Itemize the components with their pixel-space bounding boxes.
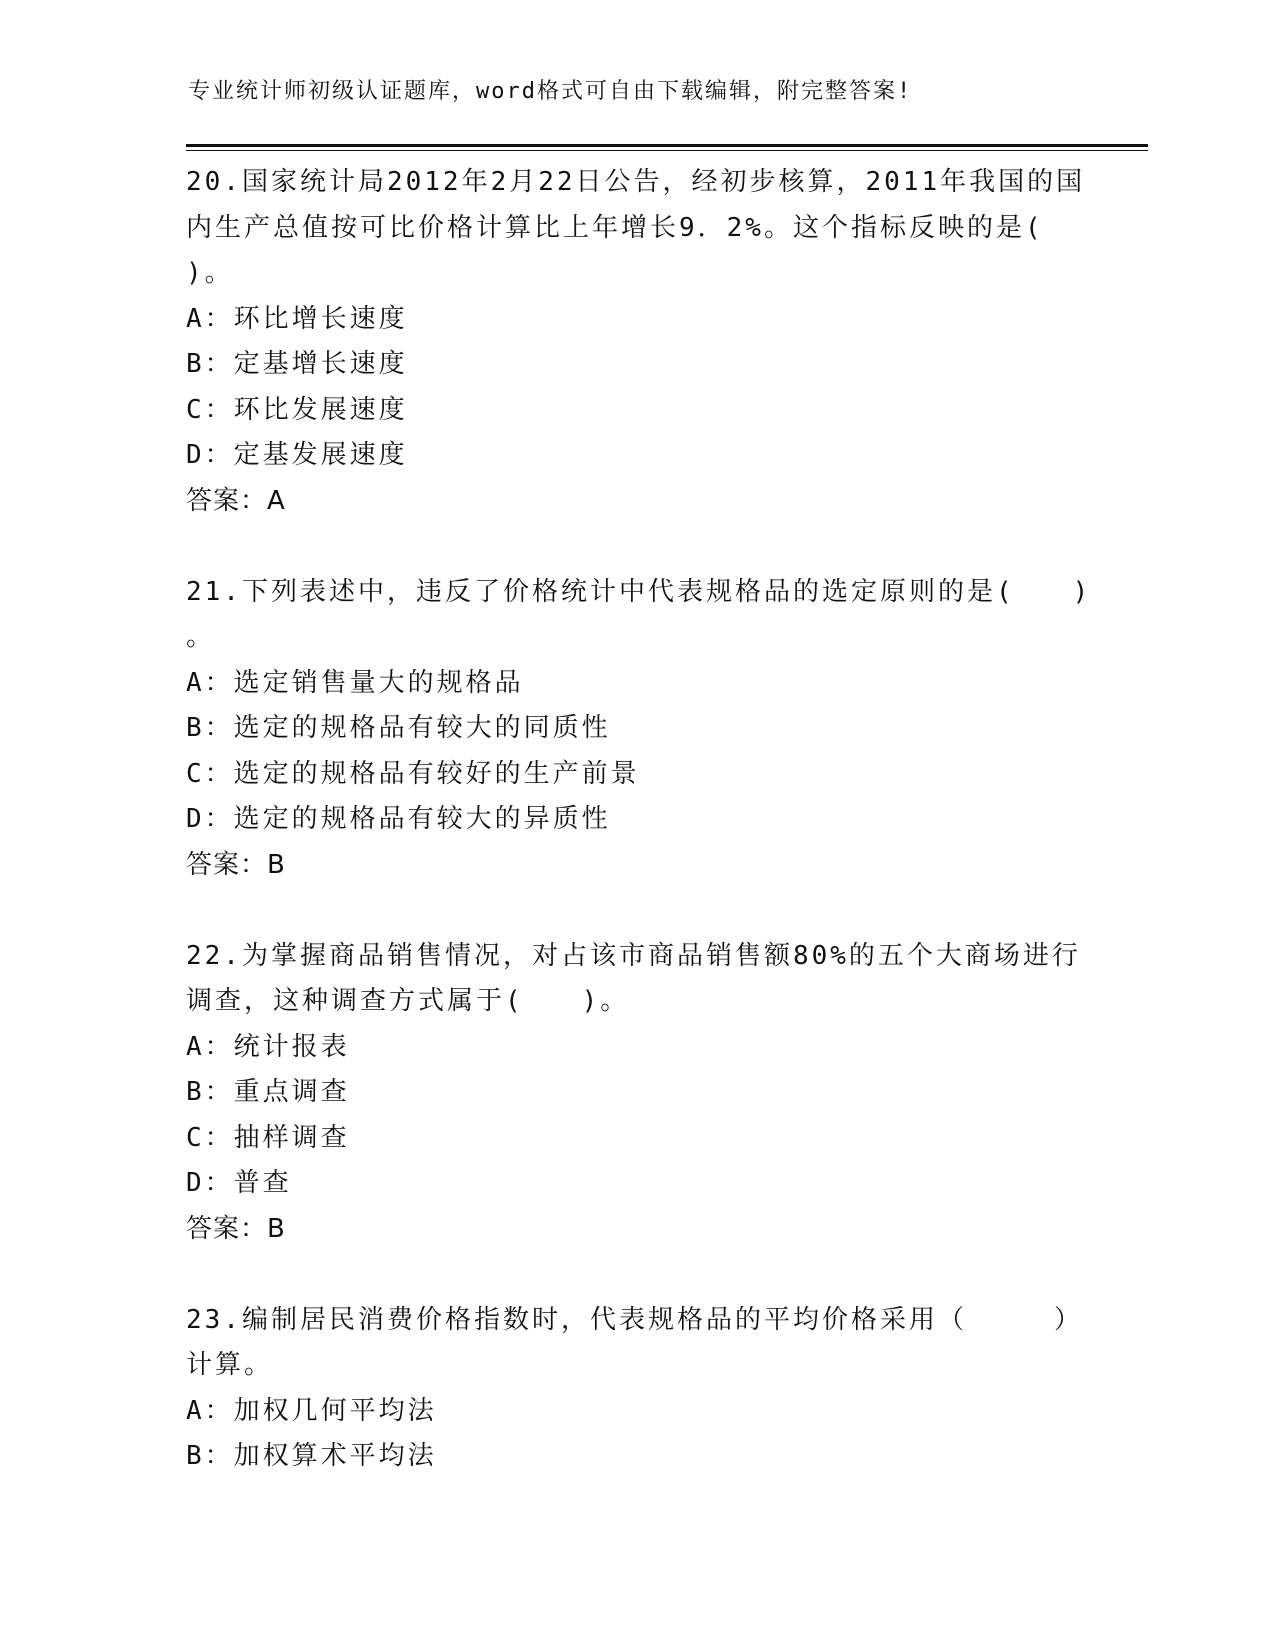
- option-b: B：加权算术平均法: [186, 1441, 437, 1471]
- header-rule-thick: [186, 144, 1148, 147]
- answer: 答案：A: [186, 485, 286, 516]
- question-20: [186, 160, 1086, 524]
- option-a: A：加权几何平均法: [186, 1395, 437, 1426]
- option-c: C：环比发展速度: [186, 394, 408, 425]
- question-text-line: 23.编制居民消费价格指数时，代表规格品的平均价格采用（ ）: [186, 1304, 1083, 1335]
- question-text-line: 。: [186, 622, 216, 652]
- answer: 答案：B: [186, 1213, 286, 1244]
- option-c: C：抽样调查: [186, 1122, 350, 1153]
- option-d: D：定基发展速度: [186, 440, 408, 470]
- option-b: B：重点调查: [186, 1077, 350, 1107]
- question-text-line: 20.国家统计局2012年2月22日公告，经初步核算，2011年我国的国: [186, 167, 1086, 197]
- page-header: 专业统计师初级认证题库，word格式可自由下载编辑，附完整答案!: [188, 79, 913, 104]
- question-text-line: 21.下列表述中，违反了价格统计中代表规格品的选定原则的是( ): [186, 576, 1092, 607]
- question-22: [186, 934, 1086, 1253]
- option-a: A：选定销售量大的规格品: [186, 667, 524, 698]
- question-text-line: 22.为掌握商品销售情况，对占该市商品销售额80%的五个大商场进行: [186, 940, 1081, 971]
- question-list: [186, 160, 1092, 1525]
- answer: 答案：B: [186, 849, 286, 880]
- question-text-line: 计算。: [186, 1350, 274, 1380]
- option-b: B：定基增长速度: [186, 349, 408, 379]
- option-d: D：普查: [186, 1168, 292, 1198]
- header-rule-thin: [186, 150, 1148, 151]
- question-text-line: 内生产总值按可比价格计算比上年增长9．2%。这个指标反映的是(: [186, 212, 1044, 243]
- option-a: A：统计报表: [186, 1031, 350, 1062]
- question-text-line: )。: [186, 258, 234, 288]
- option-b: B：选定的规格品有较大的同质性: [186, 713, 611, 743]
- option-a: A：环比增长速度: [186, 303, 408, 334]
- option-d: D：选定的规格品有较大的异质性: [186, 804, 611, 834]
- option-c: C：选定的规格品有较好的生产前景: [186, 758, 640, 789]
- question-21: [186, 570, 1092, 889]
- question-23: [186, 1298, 1086, 1480]
- question-text-line: 调查，这种调查方式属于( )。: [186, 986, 630, 1016]
